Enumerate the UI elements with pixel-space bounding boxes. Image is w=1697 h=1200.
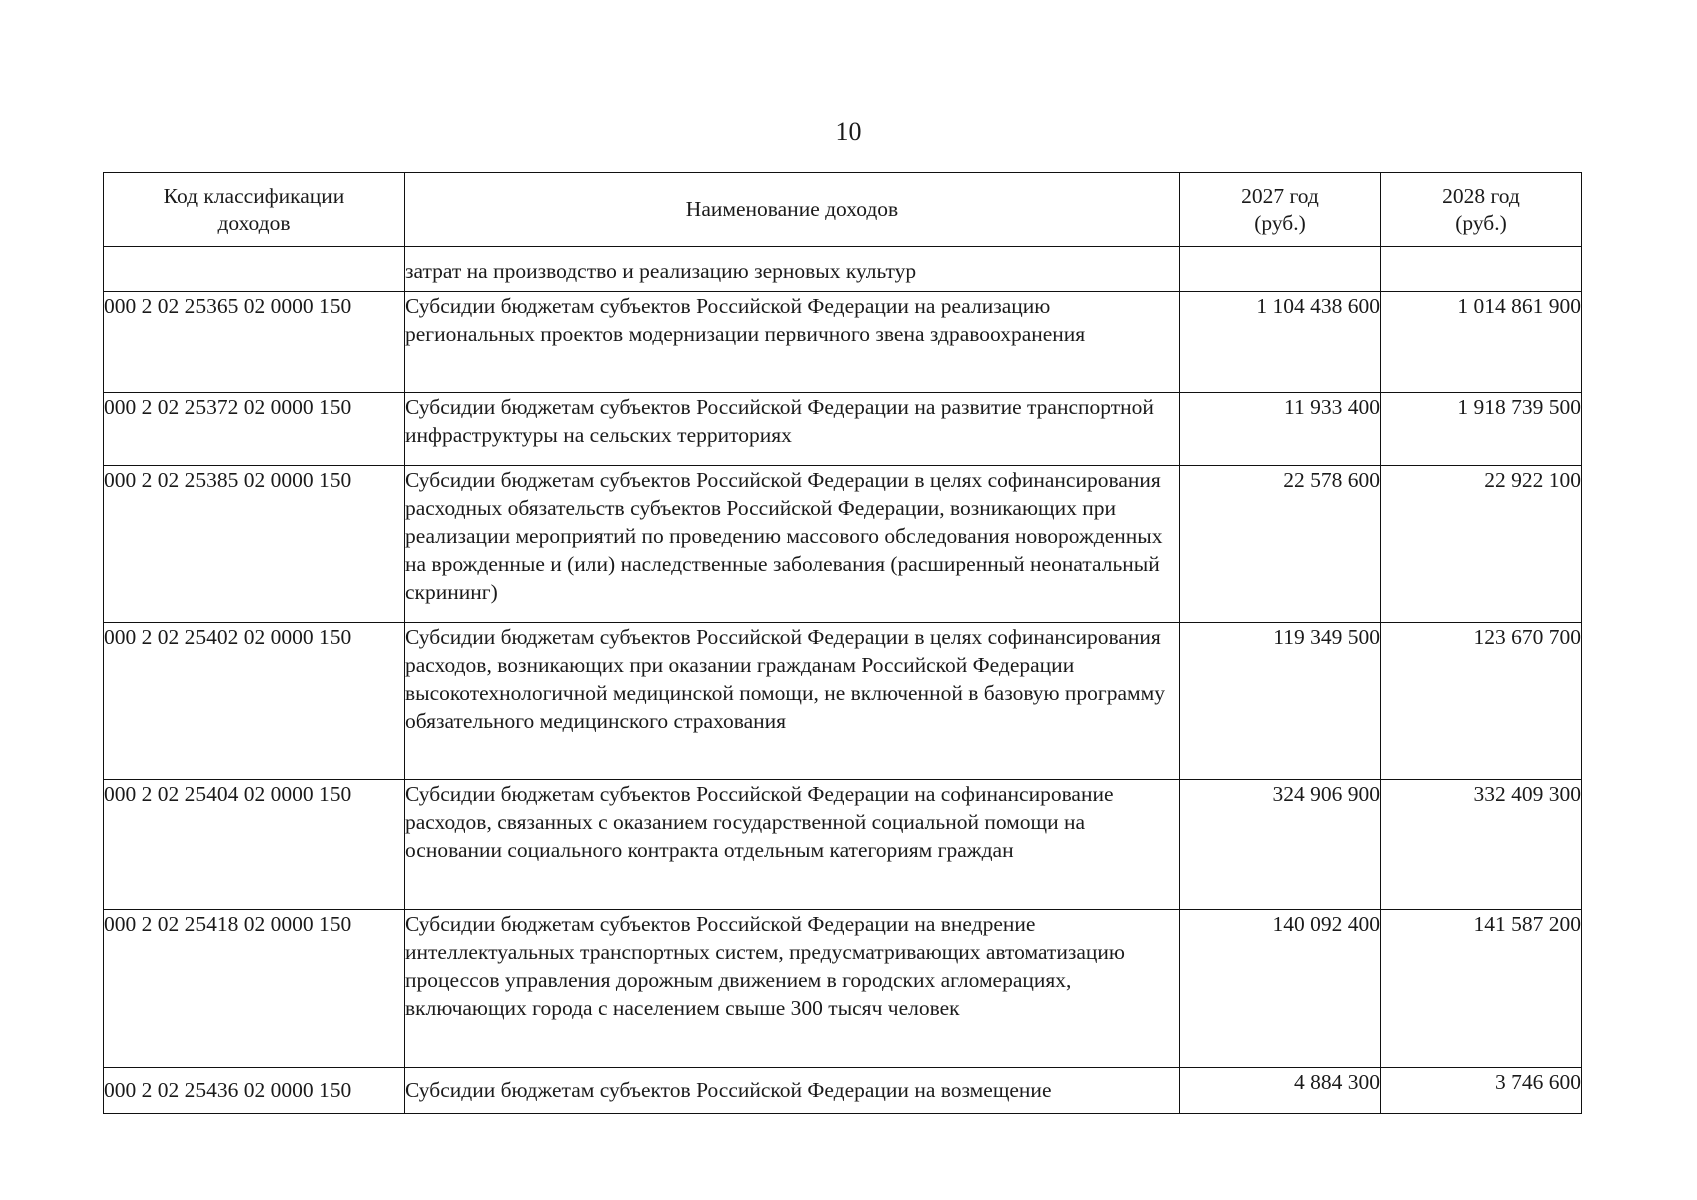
row-value-2027: 4 884 300: [1180, 1068, 1381, 1114]
revenue-table: [103, 172, 1582, 1114]
row-value-2028: 141 587 200: [1381, 910, 1582, 1068]
header-name: Наименование доходов: [405, 173, 1180, 247]
header-year-2028: 2028 год (руб.): [1381, 173, 1582, 247]
table-row: [104, 247, 1582, 292]
table-row: [104, 393, 1582, 466]
table-row: [104, 1068, 1582, 1114]
row-code: 000 2 02 25365 02 0000 150: [104, 292, 405, 393]
row-name: Субсидии бюджетам субъектов Российской Федерации на развитие транспортной инфраструктуры на сельских территориях: [405, 393, 1180, 466]
header-code: Код классификации доходов: [104, 173, 405, 247]
row-value-2028: 332 409 300: [1381, 780, 1582, 910]
row-value-2028: 1 014 861 900: [1381, 292, 1582, 393]
row-name: Субсидии бюджетам субъектов Российской Федерации на внедрение интеллектуальных транспортных систем, предусматривающих автоматизацию процессов управления дорожным движением в городских агломерациях, включающих города с населением свыше 300 тысяч человек: [405, 910, 1180, 1068]
table-header-row: [104, 173, 1582, 247]
table-row: [104, 466, 1582, 623]
row-name: Субсидии бюджетам субъектов Российской Федерации в целях софинансирования расходных обязательств субъектов Российской Федерации, возникающих при реализации мероприятий по проведению массового обследования новорожденных на врожденные и (или) наследственные заболевания (расширенный неонатальный скрининг): [405, 466, 1180, 623]
row-value-2027: 119 349 500: [1180, 623, 1381, 780]
row-value-2028: 22 922 100: [1381, 466, 1582, 623]
row-name: Субсидии бюджетам субъектов Российской Федерации в целях софинансирования расходов, возникающих при оказании гражданам Российской Федерации высокотехнологичной медицинской помощи, не включенной в базовую программу обязательного медицинского страхования: [405, 623, 1180, 780]
row-code: 000 2 02 25385 02 0000 150: [104, 466, 405, 623]
row-code: 000 2 02 25404 02 0000 150: [104, 780, 405, 910]
row-value-2027: 140 092 400: [1180, 910, 1381, 1068]
row-name: затрат на производство и реализацию зерновых культур: [405, 247, 1180, 292]
row-code: 000 2 02 25372 02 0000 150: [104, 393, 405, 466]
table-row: [104, 780, 1582, 910]
row-value-2028: [1381, 247, 1582, 292]
row-value-2028: 1 918 739 500: [1381, 393, 1582, 466]
row-value-2028: 3 746 600: [1381, 1068, 1582, 1114]
row-code: 000 2 02 25402 02 0000 150: [104, 623, 405, 780]
row-value-2027: 11 933 400: [1180, 393, 1381, 466]
row-code: 000 2 02 25418 02 0000 150: [104, 910, 405, 1068]
row-code: 000 2 02 25436 02 0000 150: [104, 1068, 405, 1114]
header-year-2027: 2027 год (руб.): [1180, 173, 1381, 247]
row-name: Субсидии бюджетам субъектов Российской Федерации на возмещение: [405, 1068, 1180, 1114]
page-number: 10: [835, 117, 862, 146]
row-value-2027: 324 906 900: [1180, 780, 1381, 910]
row-value-2028: 123 670 700: [1381, 623, 1582, 780]
row-value-2027: 1 104 438 600: [1180, 292, 1381, 393]
row-value-2027: [1180, 247, 1381, 292]
table-row: [104, 292, 1582, 393]
table-row: [104, 623, 1582, 780]
row-name: Субсидии бюджетам субъектов Российской Федерации на реализацию региональных проектов модернизации первичного звена здравоохранения: [405, 292, 1180, 393]
table-row: [104, 910, 1582, 1068]
row-name: Субсидии бюджетам субъектов Российской Федерации на софинансирование расходов, связанных с оказанием государственной социальной помощи на основании социального контракта отдельным категориям граждан: [405, 780, 1180, 910]
row-code: [104, 247, 405, 292]
row-value-2027: 22 578 600: [1180, 466, 1381, 623]
